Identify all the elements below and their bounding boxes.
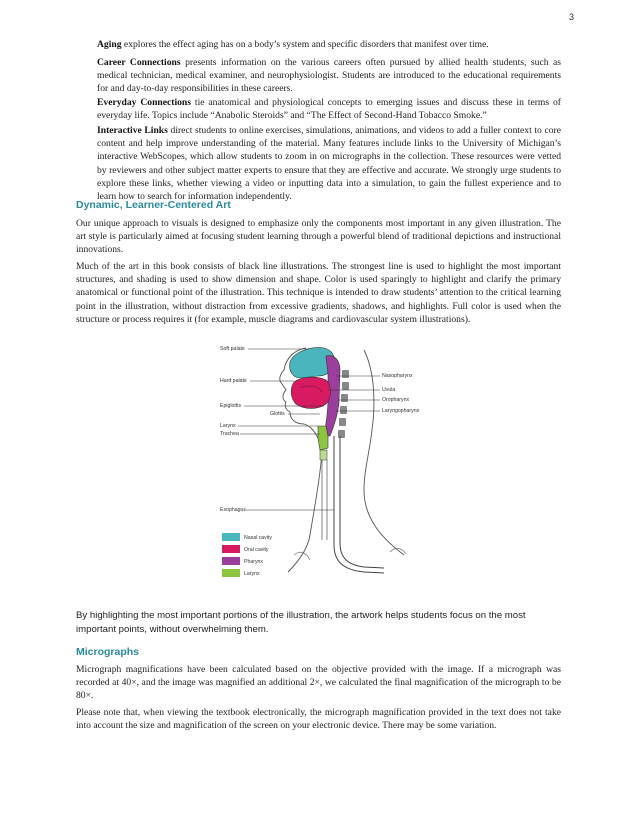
page-number: 3 [568,12,574,22]
label-epiglottis: Epiglottis [220,403,242,409]
neck-back-outline [364,350,404,555]
feature-text: direct students to online exercises, simulations, animations, and videos to add a fuller context to core content and help improve understanding of the material. Many features include links to the University of Michigan’s interactive WebScopes, which allow students to zoom in on micrographs in the collection. These resources were vetted by reviewers and other subject matter experts to ensure that they are effective and accurate. We strongly urge students to explore these links, whether viewing a video or inputting data into a simulation, to gain the fullest experience and to learn how to search for information independently. [97,125,562,203]
esophagus-tube [340,436,384,568]
respiratory-tract-illustration [214,340,440,586]
label-nasopharynx: Nasopharynx [382,373,413,379]
feature-term: Aging [97,39,122,50]
oral-cavity-region [291,377,330,408]
label-hard-palate: Hard palate [220,378,247,384]
label-glottis: Glottis [270,411,285,417]
feature-text: explores the effect aging has on a body’s system and specific disorders that manifest over time. [121,39,489,50]
legend-swatch [222,557,240,565]
label-soft-palate: Soft palate [220,346,245,352]
label-esophagus: Esophagus [220,507,246,513]
label-oropharynx: Oropharynx [382,397,410,403]
figure-legend [222,533,272,577]
legend-swatch [222,569,240,577]
legend-swatch [222,545,240,553]
micrographs-paragraph-2: Please note that, when viewing the textbook electronically, the micrograph magnification provided in the text does not take into account the size and magnification of the screen on your electronic device. There may be some variation. [76,707,561,732]
anatomy-figure [214,340,440,586]
label-larynx: Larynx [220,423,236,429]
feature-term: Career Connections [97,57,181,68]
label-laryngopharynx: Laryngopharynx [382,408,420,414]
feature-text: presents information on the various careers often pursued by allied health students, such as medical technician, medical examiner, and neurophysiologist. Students are introduced to the educational requirements for and day-to-day responsibilities in these careers. [97,57,561,95]
feature-interactive-links [97,124,561,203]
micrographs-paragraph-1: Micrograph magnifications have been calculated based on the objective provided with the image. If a micrograph was recorded at 40×, and the image was magnified an additional 2×, we calculated the final magnification of the micrograph to be 80×. [76,664,561,702]
clavicle-line [390,548,406,554]
figure-caption: By highlighting the most important portions of the illustration, the artwork helps students focus on the most important points, without overwhelming them. [76,610,526,635]
feature-text: tie anatomical and physiological concepts to emerging issues and discuss these in terms of everyday life. Topics include “Anabolic Steroids” and “The Effect of Second-Hand Tobacco Smoke.” [97,97,561,122]
label-trachea: Trachea [220,431,239,437]
legend-swatch [222,533,240,541]
larynx-region [318,426,328,450]
feature-career-connections [97,56,561,96]
label-uvula: Uvula [382,387,396,393]
feature-term: Everyday Connections [97,97,191,108]
section-heading-art: Dynamic, Learner-Centered Art [76,199,231,211]
art-paragraph-1: Our unique approach to visuals is designed to emphasize only the components most important in any given illustration. The art style is particularly aimed at focusing student learning through a powerful blend of traditional depictions and instructional innovations. [76,218,561,256]
feature-everyday-connections [97,96,561,122]
art-paragraph-2: Much of the art in this book consists of black line illustrations. The strongest line is used to highlight the most important structures, and shading is used to show dimension and shape. Color is used sparingly to highlight and clarify the primary anatomical or functional point of the illustration. This technique is intended to draw students’ attention to the critical learning point in the illustration, without distraction from excessive gradients, shadows, and highlights. Full color is used when the structure or process requires it (for example, muscle diagrams and cardiovascular system illustrations). [76,261,561,325]
clavicle-line [294,552,310,560]
section-heading-micrographs: Micrographs [76,646,140,658]
feature-term: Interactive Links [97,125,168,136]
trachea-region [320,450,327,460]
feature-aging [97,38,561,51]
legend-label: Larynx [244,571,260,577]
legend-label: Pharynx [244,559,264,565]
legend-label: Nasal cavity [244,535,272,541]
legend-label: Oral cavity [244,547,269,553]
